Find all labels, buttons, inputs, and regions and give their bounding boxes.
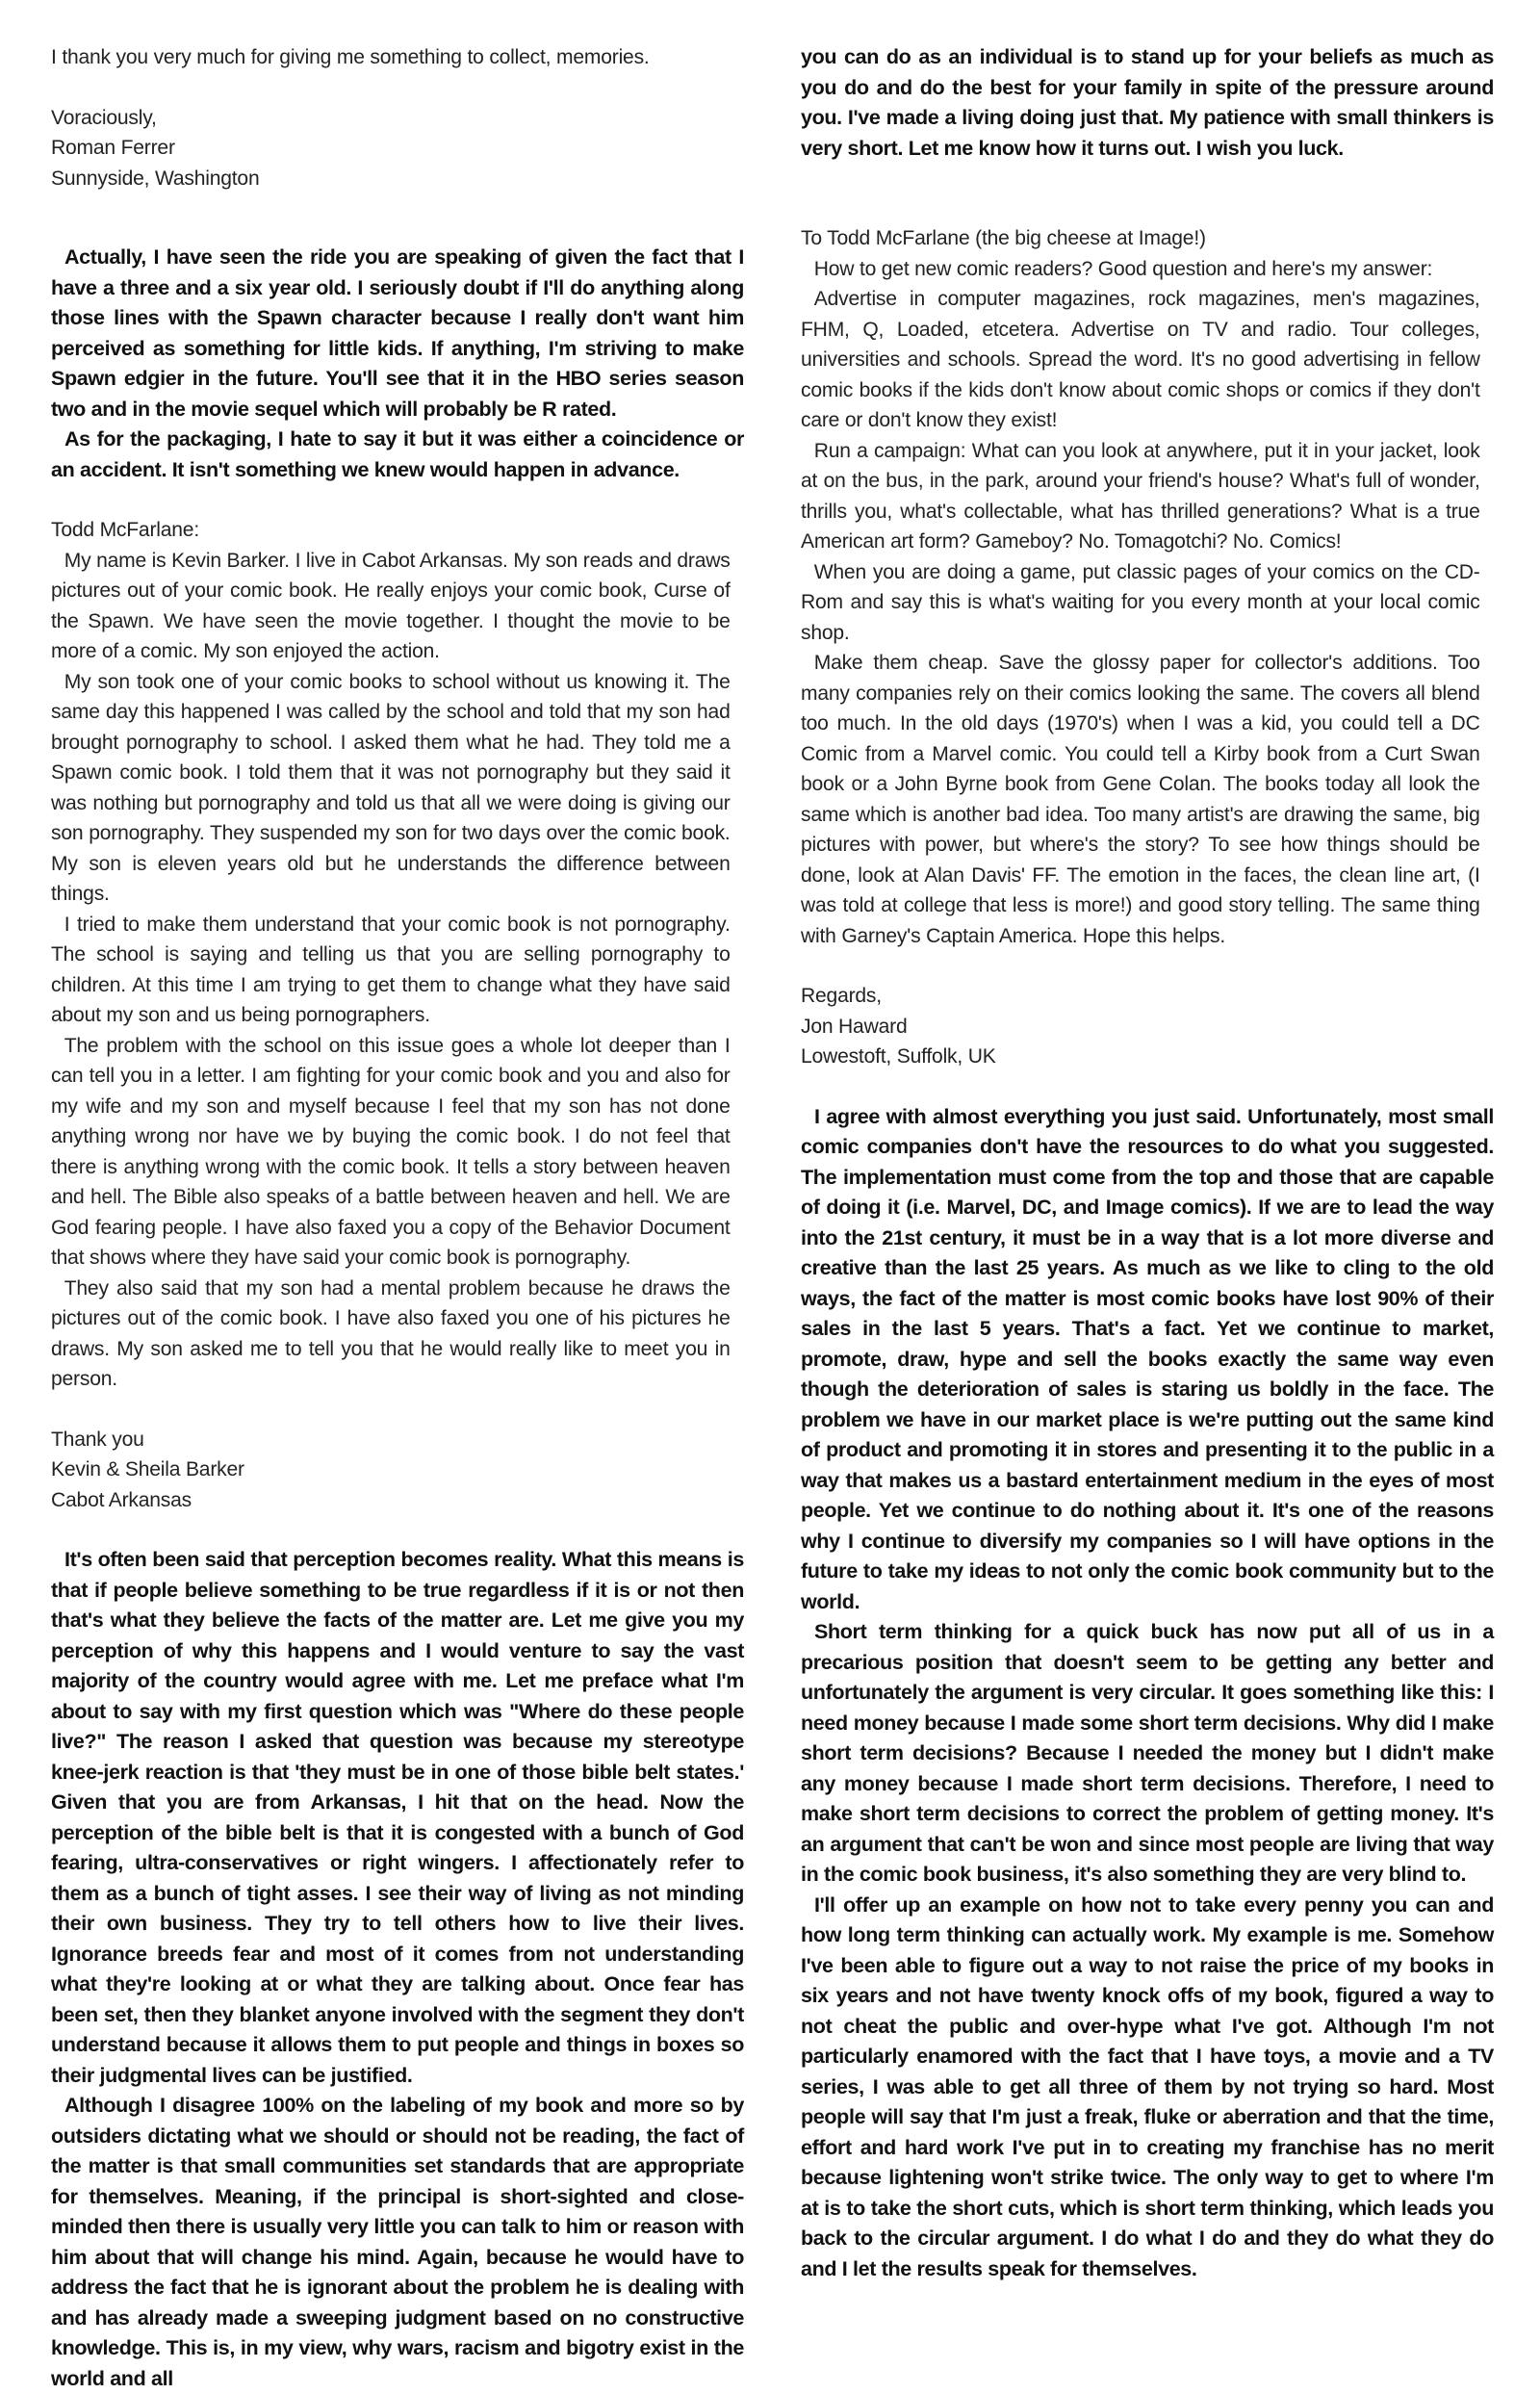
reply-paragraph: I'll offer up an example on how not to take every penny you can and how long term thinking can actually work. My example is me. Somehow I've been able to figure out a way to not raise the price of my books in six years and not have twenty knock offs of my book, figured a way to not cheat the public and over-hype what I've got. Although I'm not particularly enamored with the fact that I have toys, a movie and a TV series, I was able to get all three of them by not trying so hard. Most people will say that I'm just a freak, fluke or aberration and that the time, effort and hard work I've put in to creating my franchise has no merit because lightening won't strike twice. The only way to get to where I'm at is to take the short cuts, which is short term thinking, which leads you back to the circular argument. I do what I do and they do what they do and I let the results speak for themselves.	[801, 1892, 1494, 2280]
reply-paragraph: you can do as an individual is to stand up for your beliefs as much as you do and do the best for your family in spite of the pressure around you. I've made a living doing just that. My patience with small thinkers is very short. Let me know how it turns out. I wish you luck.	[801, 45, 1494, 160]
letter-text: I thank you very much for giving me something to collect, memories.	[51, 45, 650, 68]
letter-location: Cabot Arkansas	[51, 1487, 192, 1511]
spacer	[51, 1395, 731, 1425]
spacer	[51, 1515, 744, 1545]
reply-paragraph: Short term thinking for a quick buck has now put all of us in a precarious position that doesn't seem to be getting any better and unfortunately the argument is very circular. It goes something like this: I need money because I made some short term decisions. Why did I make short term decisions? Because I needed the money but I didn't make any money because I made short term decisions. Therefore, I need to make short term decisions to correct the problem of getting money. It's an argument that can't be won and since most people are living that way in the comic book business, it's also something they are very blind to.	[801, 1620, 1494, 1886]
spacer	[51, 193, 744, 223]
letter-author: Roman Ferrer	[51, 136, 175, 159]
editor-reply-2	[51, 1545, 744, 2394]
left-column	[51, 42, 744, 2394]
letter-location: Lowestoft, Suffolk, UK	[801, 1044, 996, 1068]
spacer	[51, 485, 744, 515]
spacer	[51, 73, 731, 103]
reply-paragraph: As for the packaging, I hate to say it but it was either a coincidence or an accident. It isn't something we knew would happen in advance.	[51, 427, 744, 481]
editor-reply-3	[801, 1102, 1494, 2285]
right-column	[801, 42, 1494, 2284]
letter-salutation: To Todd McFarlane (the big cheese at Image!)	[801, 226, 1206, 249]
letter-paragraph: Make them cheap. Save the glossy paper for collector's additions. Too many companies rely on their comics looking the same. The covers all blend too much. In the old days (1970's) when I was a kid, you could tell a DC Comic from a Marvel comic. You could tell a Kirby book from a Curt Swan book or a John Byrne book from Gene Colan. The books today all look the same which is another bad idea. Too many artist's are drawing the same, big pictures with power, but where's the story? To see how things should be done, look at Alan Davis' FF. The emotion in the faces, the clean line art, (I was told at college that less is more!) and good story telling. The same thing with Garney's Captain America. Hope this helps.	[801, 651, 1480, 947]
letter-paragraph: Advertise in computer magazines, rock magazines, men's magazines, FHM, Q, Loaded, etcetera. Advertise on TV and radio. Tour colleges, universities and schools. Spread the word. It's no good advertising in fellow comic books if the kids don't know about comic shops or comics if they don't care or don't know they exist!	[801, 287, 1480, 431]
spacer	[801, 1072, 1494, 1102]
letter-signoff: Regards,	[801, 984, 882, 1007]
letter-signoff: Voraciously,	[51, 105, 157, 129]
letter-signoff: Thank you	[51, 1427, 144, 1451]
letter-jon-haward	[801, 223, 1480, 1072]
letter-paragraph: How to get new comic readers? Good question and here's my answer:	[813, 256, 1433, 280]
reply-paragraph: I agree with almost everything you just said. Unfortunately, most small comic companies don't have the resources to do what you suggested. The implementation must come from the top and those that are capable of doing it (i.e. Marvel, DC, and Image comics). If we are to lead the way into the 21st century, it must be in a way that is a lot more diverse and creative than the last 25 years. As much as we like to cling to the old ways, the fact of the matter is most comic books have lost 90% of their sales in the last 5 years. That's a fact. Yet we continue to market, promote, draw, hype and sell the books exactly the same way even though the deterioration of sales is staring us boldly in the face. The problem we have in our market place is we're putting out the same kind of product and promoting it in stores and presenting it to the public in a way that makes us a bastard entertainment medium in the eyes of most people. Yet we continue to do nothing about it. It's one of the reasons why I continue to diversify my companies so I will have options in the future to take my ideas to not only the comic book community but to the world.	[801, 1104, 1494, 1613]
letter-roman-ferrer-closing	[51, 42, 731, 193]
letter-paragraph: My son took one of your comic books to school without us knowing it. The same day this happened I was called by the school and told that my son had brought pornography to school. I asked them what he had. They told me a Spawn comic book. I told them that it was not pornography but they said it was nothing but pornography and told us that all we were doing is giving our son pornography. They suspended my son for two days over the comic book. My son is eleven years old but he understands the difference between things.	[51, 669, 731, 905]
editor-reply-1	[51, 243, 744, 485]
spacer	[801, 164, 1494, 193]
spacer	[801, 951, 1480, 981]
editor-reply-2-continued	[801, 42, 1494, 164]
reply-paragraph: Actually, I have seen the ride you are speaking of given the fact that I have a three and a six year old. I seriously doubt if I'll do anything along those lines with the Spawn character because I really don't want him perceived as something for little kids. If anything, I'm striving to make Spawn edgier in the future. You'll see that it in the HBO series season two and in the movie sequel which will probably be R rated.	[51, 245, 744, 421]
letter-location: Sunnyside, Washington	[51, 166, 260, 190]
spacer	[801, 193, 1494, 223]
spacer	[51, 223, 744, 243]
letter-paragraph: The problem with the school on this issue goes a whole lot deeper than I can tell you in a letter. I am fighting for your comic book and you and also for my wife and my son and myself because I feel that my son has not done anything wrong nor have we by buying the comic book. I do not feel that there is anything wrong with the comic book. It tells a story between heaven and hell. The Bible also speaks of a battle between heaven and hell. We are God fearing people. I have also faxed you a copy of the Behavior Document that shows where they have said your comic book is pornography.	[51, 1033, 731, 1269]
letter-author: Kevin & Sheila Barker	[51, 1457, 244, 1480]
reply-paragraph: Although I disagree 100% on the labeling of my book and more so by outsiders dictating what we should or should not be reading, the fact of the matter is that small communities set standards that are appropriate for themselves. Meaning, if the principal is short-sighted and close-minded then there is usually very little you can talk to him or reason with him about that will change his mind. Again, because he would have to address the fact that he is ignorant about the problem he is dealing with and has already made a sweeping judgment based on no constructive knowledge. This is, in my view, why wars, racism and bigotry exist in the world and all	[51, 2094, 744, 2390]
letter-kevin-barker	[51, 515, 731, 1515]
letter-paragraph: When you are doing a game, put classic pages of your comics on the CD-Rom and say this is what's waiting for you every month at your local comic shop.	[801, 559, 1480, 644]
letter-paragraph: My name is Kevin Barker. I live in Cabot Arkansas. My son reads and draws pictures out of your comic book. He really enjoys your comic book, Curse of the Spawn. We have seen the movie together. I thought the movie to be more of a comic. My son enjoyed the action.	[51, 548, 731, 662]
letter-paragraph: They also said that my son had a mental problem because he draws the pictures out of the comic book. I have also faxed you one of his pictures he draws. My son asked me to tell you that he would really like to meet you in person.	[51, 1275, 731, 1390]
letter-paragraph: I tried to make them understand that your comic book is not pornography. The school is saying and telling us that you are selling pornography to children. At this time I am trying to get them to change what they have said about my son and us being pornographers.	[51, 912, 731, 1026]
letter-paragraph: Run a campaign: What can you look at anywhere, put it in your jacket, look at on the bus, in the park, around your friend's house? What's full of wonder, thrills you, what's collectable, what has thrilled generations? What is a true American art form? Gameboy? No. Tomagotchi? No. Comics!	[801, 438, 1480, 553]
letter-salutation: Todd McFarlane:	[51, 518, 199, 541]
reply-paragraph: It's often been said that perception becomes reality. What this means is that if people believe something to be true regardless if it is or not then that's what they believe the facts of the matter are. Let me give you my perception of why this happens and I would venture to say the vast majority of the country would agree with me. Let me preface what I'm about to say with my first question which was "Where do these people live?" The reason I asked that question was because my stereotype knee-jerk reaction is that 'they must be in one of those bible belt states.' Given that you are from Arkansas, I hit that on the head. Now the perception of the bible belt is that it is congested with a bunch of God fearing, ultra-conservatives or right wingers. I affectionately refer to them as a bunch of tight asses. I see their way of living as not minding their own business. They try to tell others how to live their lives. Ignorance breeds fear and most of it comes from not understanding what they're looking at or what they are talking about. Once fear has been set, then they blanket anyone involved with the segment they don't understand because it allows them to put people and things in boxes so their judgmental lives can be justified.	[51, 1548, 744, 2087]
letter-author: Jon Haward	[801, 1014, 908, 1038]
